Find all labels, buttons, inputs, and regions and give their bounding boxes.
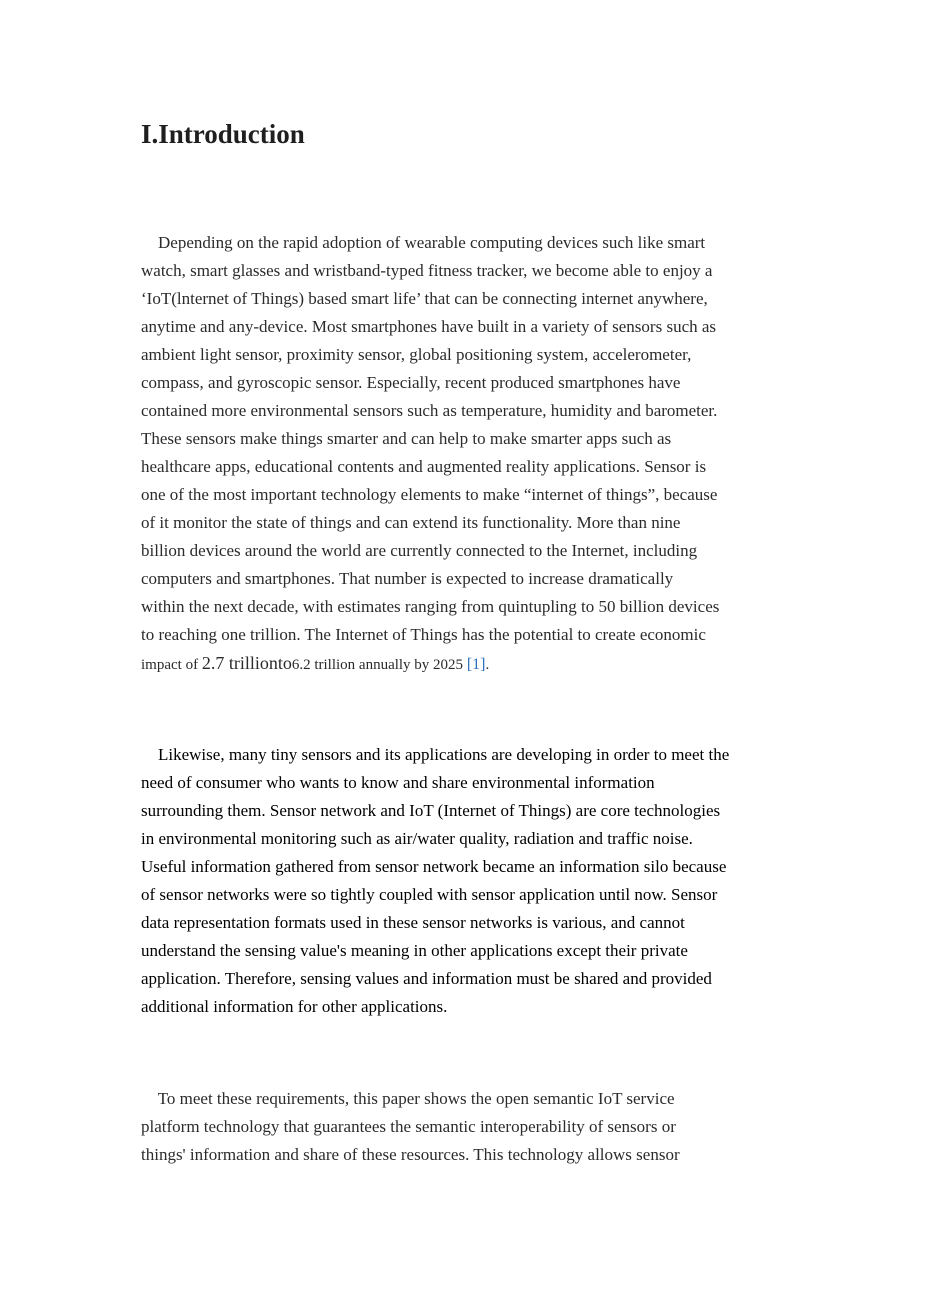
text-line: data representation formats used in these sensor networks is various, and cannot	[141, 913, 685, 932]
text-line: anytime and any-device. Most smartphones have built in a variety of sensors such as	[141, 317, 717, 336]
text-line: one of the most important technology elements to make “internet of things”, because	[141, 485, 718, 504]
paragraph-likewise	[141, 741, 801, 1021]
text-fragment: 6.2 trillion annually by 2025	[291, 657, 467, 673]
text-line-last	[141, 649, 801, 677]
text-line: contained more environmental sensors such as temperature, humidity and barometer.	[141, 401, 718, 420]
text-line: compass, and gyroscopic sensor. Especially, recent produced smartphones have	[141, 373, 681, 392]
text-line: surrounding them. Sensor network and IoT (Internet of Things) are core technologies	[141, 801, 721, 820]
text-line: Likewise, many tiny sensors and its applications are developing in order to meet the	[141, 745, 730, 764]
text-line: ‘IoT(lnternet of Things) based smart life’ that can be connecting internet anywhere,	[141, 289, 708, 308]
text-line: ambient light sensor, proximity sensor, global positioning system, accelerometer,	[141, 345, 692, 364]
text-fragment: .	[485, 657, 490, 673]
text-line: to reaching one trillion. The Internet of Things has the potential to create economic	[141, 625, 706, 644]
text-line: billion devices around the world are currently connected to the Internet, including	[141, 541, 698, 560]
paragraph-intro	[141, 229, 801, 677]
text-line: understand the sensing value's meaning in other applications except their private	[141, 941, 688, 960]
text-line: additional information for other applications.	[141, 997, 448, 1016]
text-fragment: impact of	[141, 657, 202, 673]
citation-link[interactable]: [1]	[466, 656, 486, 673]
paragraph-requirements	[141, 1085, 801, 1169]
text-line: things' information and share of these resources. This technology allows sensor	[141, 1145, 680, 1164]
text-line: within the next decade, with estimates ranging from quintupling to 50 billion devices	[141, 597, 720, 616]
text-fragment: 2.7 trillionto	[201, 653, 292, 673]
section-heading: I.Introduction	[141, 119, 305, 149]
text-line: in environmental monitoring such as air/water quality, radiation and traffic noise.	[141, 829, 693, 848]
text-line: Depending on the rapid adoption of wearable computing devices such like smart	[141, 233, 706, 252]
text-line: need of consumer who wants to know and share environmental information	[141, 773, 655, 792]
text-line: of it monitor the state of things and can extend its functionality. More than nine	[141, 513, 681, 532]
text-line: of sensor networks were so tightly coupled with sensor application until now. Sensor	[141, 885, 718, 904]
text-line: These sensors make things smarter and can help to make smarter apps such as	[141, 429, 672, 448]
text-line: healthcare apps, educational contents and augmented reality applications. Sensor is	[141, 457, 707, 476]
text-line: computers and smartphones. That number is expected to increase dramatically	[141, 569, 674, 588]
text-line: application. Therefore, sensing values and information must be shared and provided	[141, 969, 712, 988]
text-line: platform technology that guarantees the semantic interoperability of sensors or	[141, 1117, 676, 1136]
text-line: To meet these requirements, this paper shows the open semantic IoT service	[141, 1089, 675, 1108]
text-line: watch, smart glasses and wristband-typed fitness tracker, we become able to enjoy a	[141, 261, 713, 280]
text-line: Useful information gathered from sensor network became an information silo because	[141, 857, 727, 876]
